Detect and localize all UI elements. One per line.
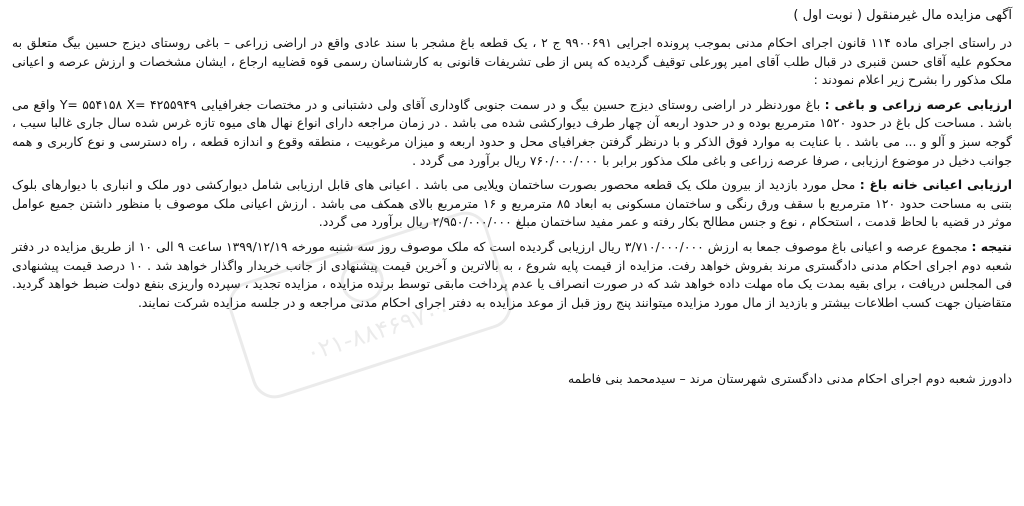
land-valuation-heading: ارزیابی عرصه زراعی و باغی : — [824, 96, 1012, 112]
result-heading: نتیجه : — [971, 238, 1012, 254]
building-valuation-heading: ارزیابی اعیانی خانه باغ : — [859, 177, 1012, 193]
land-valuation-paragraph — [12, 96, 1012, 170]
signature-line: دادورز شعبه دوم اجرای احکام مدنی دادگستری شهرستان مرند – سیدمحمد بنی فاطمه — [567, 371, 1012, 387]
result-paragraph — [12, 238, 1012, 312]
notice-title: آگهی مزایده مال غیرمنقول ( نوبت اول ) — [793, 8, 1012, 23]
result-text: مجموع عرصه و اعیانی باغ موصوف جمعا به ارزش ۳/۷۱۰/۰۰۰/۰۰۰ ریال ارزیابی گردیده است که ملک موصوف روز سه شنبه مورخه ۱۳۹۹/۱۲/۱۹ ساعت ۹ الی ۱۰ از طریق مزایده در دفتر شعبه دوم اجرای احکام مدنی دادگستری مرند بفروش خواهد رفت. مزایده از قیمت پایه شروع ، به بالاترین و آخرین قیمت پیشنهادی از جانب خریدار واگذار خواهد شد . ۱۰ درصد قیمت پیشنهادی فی المجلس دریافت ، برای بقیه بمدت یک ماه مهلت داده خواهد شد که در صورت انصراف یا عدم پرداخت مابقی توسط برنده مزایده ، مزایده تجدید ، سپرده واریزی بنفع دولت ضبط خواهد گردید. متقاضیان جهت کسب اطلاعات بیشتر و بازدید از مال مورد مزایده میتوانند پنج روز قبل از موعد مزایده به دفتر اجرای احکام مدنی مراجعه و در جلسه مزایده شرکت نمایند. — [12, 238, 1012, 310]
land-valuation-text: باغ موردنظر در اراضی روستای دیزج حسین بیگ و در سمت جنوبی گاوداری آقای ولی دشتبانی و در مختصات جغرافیایی Y= ۵۵۴۱۵۸ X= ۴۲۵۵۹۴۹ واقع می باشد . مساحت کل باغ در حدود ۱۵۲۰ مترمربع بوده و در حدود اربعه آن چهار طرف دیوارکشی شده می باشد . در زمان مراجعه دارای انواع نهال های میوه تازه غرس شده سال جاری غالبا سیب ، گوجه سبز و آلو و ... می باشد . با عنایت به موارد فوق الذکر و با درنظر گرفتن جغرافیای محل و حدود اربعه و میزان مرغوبیت ، منطقه وقوع و اندازه قطعه ، راه دسترسی و نوع کاربری و همه جوانب دخیل در موضوع ارزیابی ، صرفا عرصه زراعی و باغی ملک مذکور برابر با ۷۶۰/۰۰۰/۰۰۰ ریال برآورد می گردد . — [12, 96, 1012, 168]
building-valuation-text: محل مورد بازدید از بیرون ملک یک قطعه محصور بصورت ساختمان ویلایی می باشد . اعیانی های قابل ارزیابی شامل دیوارکشی دور ملک و انباری با دیوارهای بلوک بتنی به مساحت حدود ۱۲۰ مترمربع با سقف ورق رنگی و ساختمان مسکونی به ابعاد ۸۵ مترمربع و ۱۶ مترمربع بالای همکف می باشد . ارزش اعیانی ملک موصوف با منظور داشتن جمیع عوامل موثر در قضیه با لحاظ قدمت ، استحکام ، نوع و جنس مطالح بکار رفته و عمر مفید ساختمان مبلغ ۲/۹۵۰/۰۰۰/۰۰۰ ریال برآورد می گردد. — [12, 177, 1013, 230]
building-valuation-paragraph — [12, 176, 1012, 232]
intro-paragraph: در راستای اجرای ماده ۱۱۴ قانون اجرای احکام مدنی بموجب پرونده اجرایی ۹۹۰۰۶۹۱ ج ۲ ، یک قطعه باغ مشجر با سند عادی واقع در اراضی زراعی – باغی روستای دیزج حسین بیگ متعلق به محکوم علیه آقای حسن قنبری در قبال طلب آقای امیر پورعلی توقیف گردیده که پس از طی تشریفات قانونی به کارشناسان رسمی قوه قضاییه ارجاع ، ایشان مشخصات و ارزش عرصه و اعیانی ملک مذکور را بشرح زیر اعلام نمودند : — [12, 35, 1012, 88]
watermark-text: ۰۲۱-۸۸۴۶۹۷۰۰ — [302, 294, 455, 368]
